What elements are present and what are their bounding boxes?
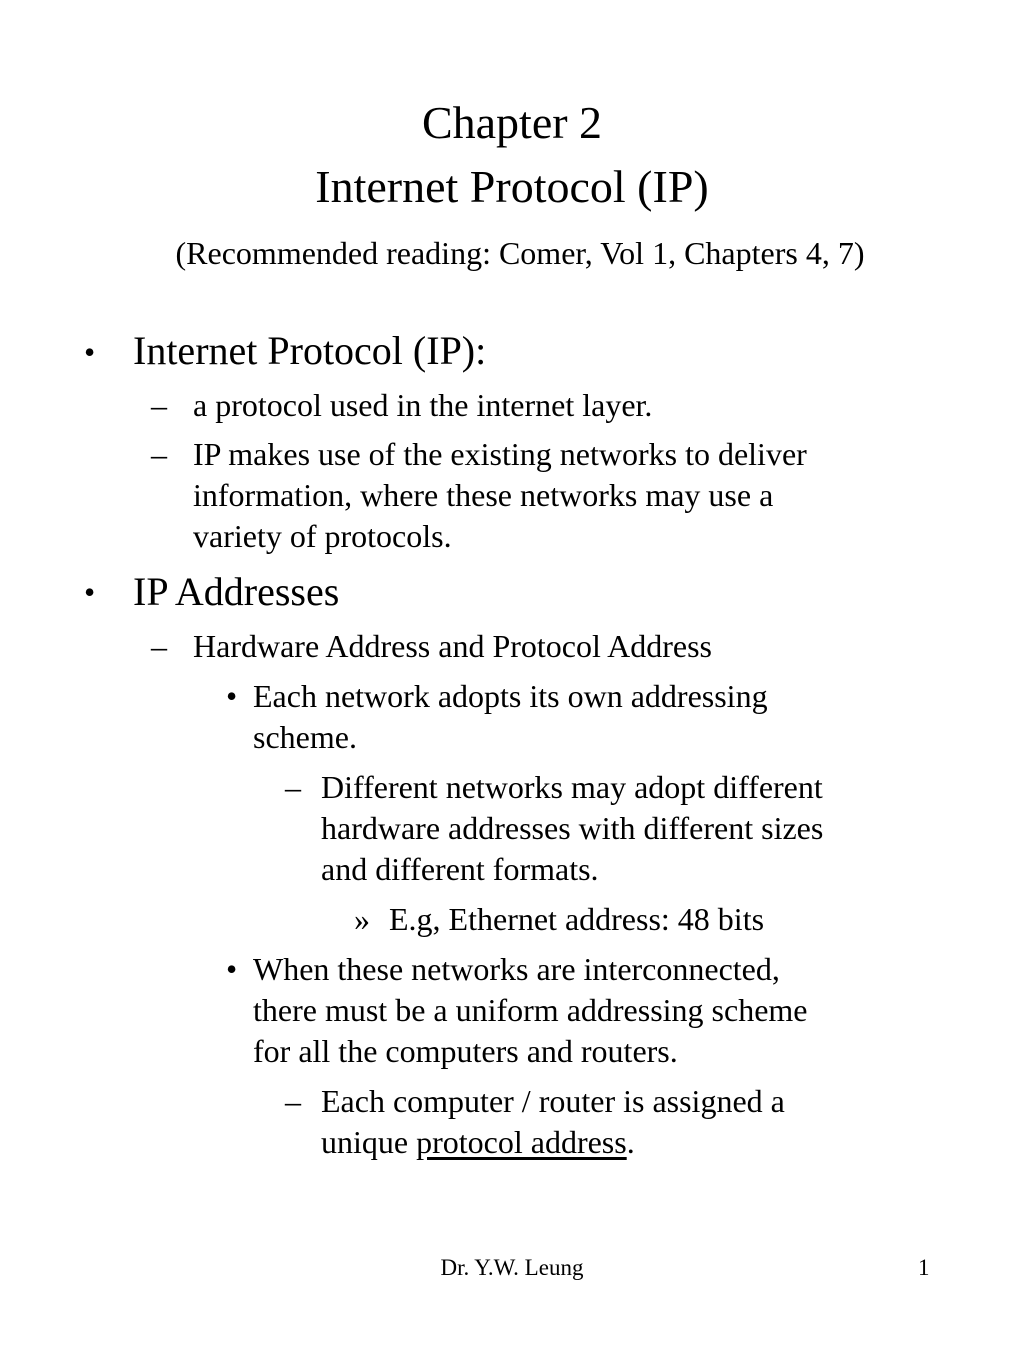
protocol-address-term: protocol address: [416, 1124, 627, 1160]
ip-sub-item-1: a protocol used in the internet layer.: [193, 387, 653, 423]
addresses-heading: IP Addresses: [133, 569, 340, 614]
chapter-title: Chapter 2: [421, 97, 603, 148]
dash-marker: –: [151, 387, 167, 423]
ip-sub-item-2-line-2: information, where these networks may use a: [193, 477, 774, 513]
dash-marker: –: [151, 436, 167, 472]
ip-sub-item-2-line-3: variety of protocols.: [193, 518, 452, 554]
each-computer-prefix: unique: [321, 1124, 417, 1160]
each-computer-line-1: Each computer / router is assigned a: [321, 1083, 785, 1119]
bullet-marker: •: [226, 951, 238, 987]
dash-marker: –: [285, 1083, 301, 1119]
each-computer-line-2: [321, 1126, 635, 1158]
page-number: 1: [918, 1255, 930, 1280]
different-networks-line-1: Different networks may adopt different: [321, 769, 823, 805]
interconnected-line-3: for all the computers and routers.: [253, 1033, 678, 1069]
interconnected-line-2: there must be a uniform addressing scheme: [253, 992, 808, 1028]
dash-marker: –: [285, 769, 301, 805]
addresses-sub-item-1: Hardware Address and Protocol Address: [193, 628, 712, 664]
different-networks-line-3: and different formats.: [321, 851, 599, 887]
recommended-reading: (Recommended reading: Comer, Vol 1, Chapters 4, 7): [175, 235, 865, 271]
dash-marker: –: [151, 628, 167, 664]
raquo-marker: »: [354, 901, 370, 937]
chapter-subject: Internet Protocol (IP): [315, 161, 709, 212]
ip-heading: Internet Protocol (IP):: [133, 328, 487, 373]
ethernet-example: E.g, Ethernet address: 48 bits: [389, 901, 765, 937]
each-computer-suffix: .: [626, 1124, 635, 1160]
each-network-line-1: Each network adopts its own addressing: [253, 678, 768, 714]
footer-author: Dr. Y.W. Leung: [440, 1255, 584, 1280]
bullet-marker: •: [226, 678, 238, 714]
bullet-marker: •: [84, 334, 96, 370]
interconnected-line-1: When these networks are interconnected,: [253, 951, 780, 987]
each-network-line-2: scheme.: [253, 719, 357, 755]
different-networks-line-2: hardware addresses with different sizes: [321, 810, 824, 846]
bullet-marker: •: [84, 574, 96, 610]
ip-sub-item-2-line-1: IP makes use of the existing networks to deliver: [193, 436, 807, 472]
